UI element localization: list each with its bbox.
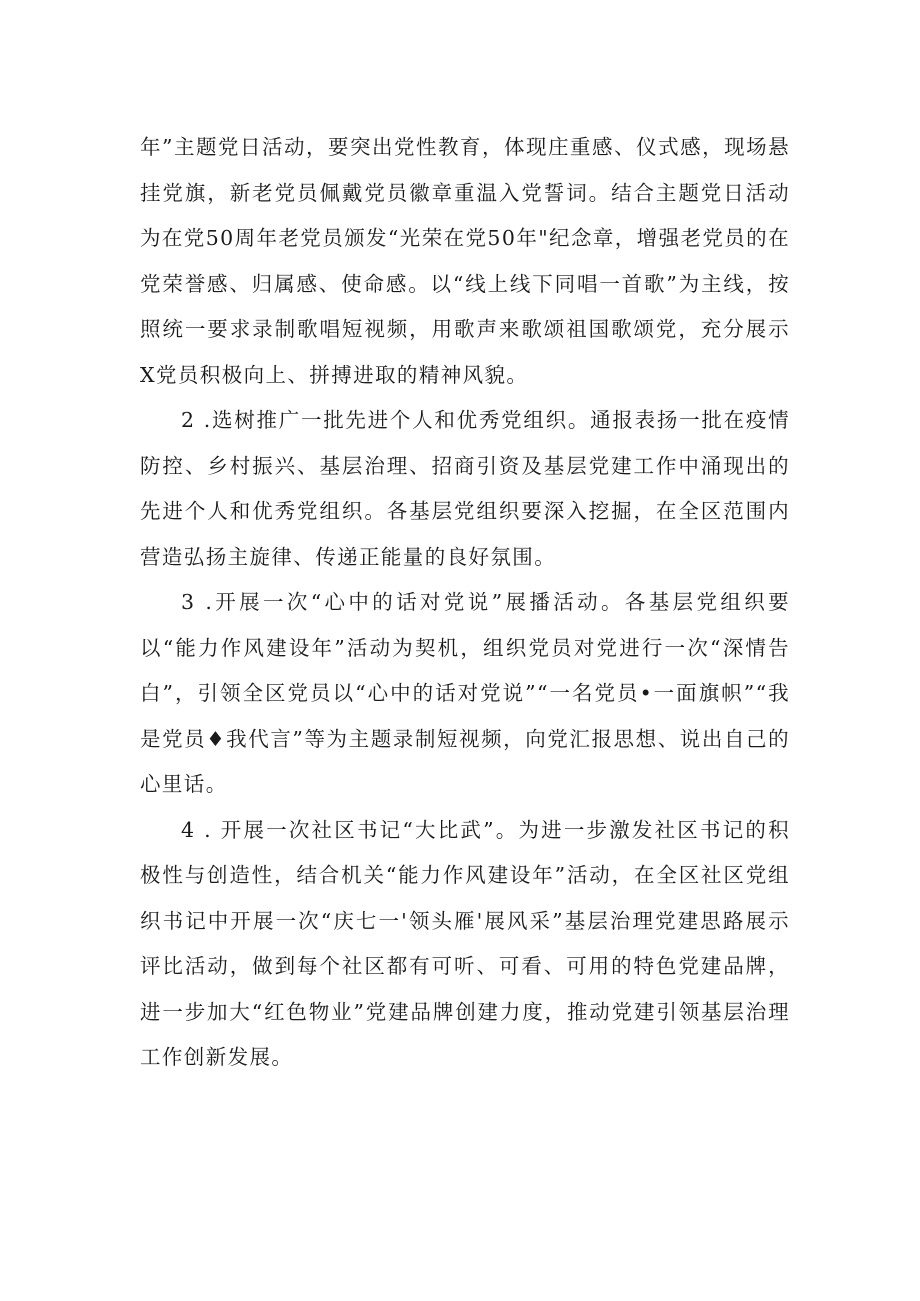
paragraph-2: 2 .选树推广一批先进个人和优秀党组织。通报表扬一批在疫情防控、乡村振兴、基层治理、招商引资及基层党建工作中涌现出的先进个人和优秀党组织。各基层党组织要深入挖掘，在全区范围内营造弘扬主旋律、传递正能量的良好氛围。 bbox=[140, 408, 790, 569]
paragraph-1: 年”主题党日活动，要突出党性教育，体现庄重感、仪式感，现场悬挂党旗，新老党员佩戴党员徽章重温入党誓词。结合主题党日活动为在党50周年老党员颁发“光荣在党50年"纪念章，增强老党员的在党荣誉感、归属感、使命感。以“线上线下同唱一首歌”为主线，按照统一要求录制歌唱短视频，用歌声来歌颂祖国歌颂党，充分展示X党员积极向上、拼搏进取的精神风貌。 bbox=[140, 135, 790, 387]
paragraph-3: 3 .开展一次“心中的话对党说”展播活动。各基层党组织要以“能力作风建设年”活动为契机，组织党员对党进行一次“深情告白”，引领全区党员以“心中的话对党说”“一名党员•一面旗帜”“我是党员♦我代言”等为主题录制短视频，向党汇报思想、说出自己的心里话。 bbox=[140, 590, 790, 796]
document-body bbox=[140, 125, 790, 1081]
paragraph-4: 4 . 开展一次社区书记“大比武”。为进一步激发社区书记的积极性与创造性，结合机关“能力作风建设年”活动，在全区社区党组织书记中开展一次“庆七一'领头雁'展风采”基层治理党建思路展示评比活动，做到每个社区都有可听、可看、可用的特色党建品牌，进一步加大“红色物业”党建品牌创建力度，推动党建引领基层治理工作创新发展。 bbox=[140, 817, 790, 1069]
